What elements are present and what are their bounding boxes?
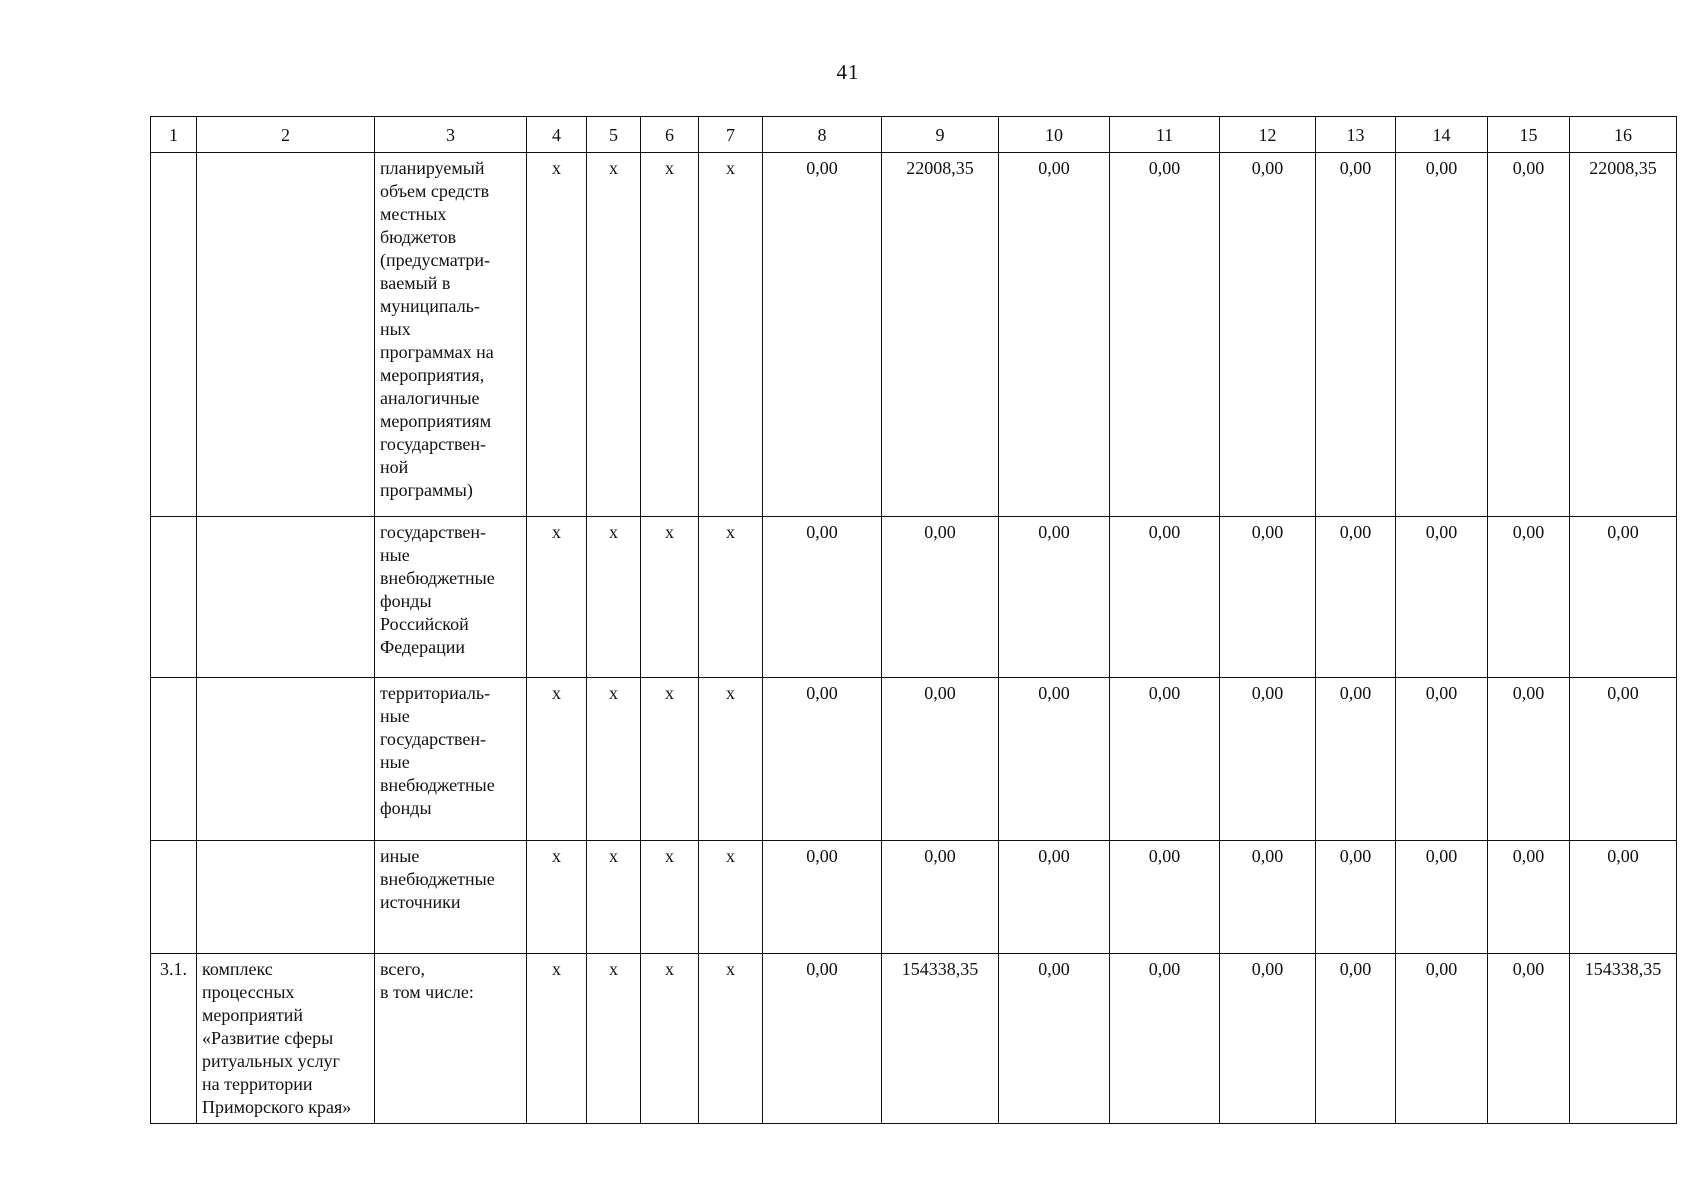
cell-col12: 0,00: [1220, 841, 1316, 954]
cell-col16: 0,00: [1570, 841, 1677, 954]
cell-col10: 0,00: [999, 954, 1110, 1124]
column-header: 15: [1488, 117, 1570, 153]
cell-col12: 0,00: [1220, 517, 1316, 678]
cell-col5: х: [587, 153, 641, 517]
column-header: 13: [1316, 117, 1396, 153]
funding-source: территориаль- ные государствен- ные внебюджетные фонды: [375, 678, 527, 841]
cell-col10: 0,00: [999, 153, 1110, 517]
cell-col6: х: [641, 153, 699, 517]
column-header: 1: [151, 117, 197, 153]
cell-col4: х: [527, 841, 587, 954]
cell-col9: 0,00: [882, 517, 999, 678]
cell-col16: 0,00: [1570, 517, 1677, 678]
row-number: [151, 153, 197, 517]
cell-col12: 0,00: [1220, 153, 1316, 517]
page-number: 41: [836, 60, 860, 84]
table-row: [151, 153, 1677, 517]
column-header: 16: [1570, 117, 1677, 153]
cell-col10: 0,00: [999, 841, 1110, 954]
funding-source: государствен- ные внебюджетные фонды Российской Федерации: [375, 517, 527, 678]
cell-col16: 22008,35: [1570, 153, 1677, 517]
cell-col14: 0,00: [1396, 841, 1488, 954]
cell-col14: 0,00: [1396, 153, 1488, 517]
cell-col15: 0,00: [1488, 954, 1570, 1124]
cell-col6: х: [641, 517, 699, 678]
cell-col14: 0,00: [1396, 954, 1488, 1124]
cell-col7: х: [699, 841, 763, 954]
cell-col5: х: [587, 954, 641, 1124]
table-header-row: [151, 117, 1677, 153]
column-header: 5: [587, 117, 641, 153]
cell-col7: х: [699, 678, 763, 841]
row-name: [197, 153, 375, 517]
cell-col8: 0,00: [763, 153, 882, 517]
row-number: 3.1.: [151, 954, 197, 1124]
cell-col15: 0,00: [1488, 153, 1570, 517]
cell-col10: 0,00: [999, 517, 1110, 678]
cell-col4: х: [527, 678, 587, 841]
column-header: 6: [641, 117, 699, 153]
cell-col16: 154338,35: [1570, 954, 1677, 1124]
table-row: [151, 841, 1677, 954]
cell-col15: 0,00: [1488, 841, 1570, 954]
cell-col13: 0,00: [1316, 954, 1396, 1124]
cell-col15: 0,00: [1488, 678, 1570, 841]
cell-col9: 0,00: [882, 841, 999, 954]
column-header: 4: [527, 117, 587, 153]
table-row: [151, 678, 1677, 841]
column-header: 9: [882, 117, 999, 153]
cell-col12: 0,00: [1220, 954, 1316, 1124]
cell-col5: х: [587, 841, 641, 954]
cell-col8: 0,00: [763, 841, 882, 954]
column-header: 8: [763, 117, 882, 153]
cell-col13: 0,00: [1316, 841, 1396, 954]
column-header: 12: [1220, 117, 1316, 153]
cell-col7: х: [699, 517, 763, 678]
cell-col8: 0,00: [763, 954, 882, 1124]
cell-col6: х: [641, 678, 699, 841]
cell-col4: х: [527, 517, 587, 678]
cell-col11: 0,00: [1110, 841, 1220, 954]
cell-col5: х: [587, 517, 641, 678]
cell-col6: х: [641, 841, 699, 954]
cell-col14: 0,00: [1396, 678, 1488, 841]
cell-col13: 0,00: [1316, 678, 1396, 841]
row-name: [197, 841, 375, 954]
row-number: [151, 678, 197, 841]
cell-col7: х: [699, 954, 763, 1124]
table-row: [151, 517, 1677, 678]
cell-col9: 0,00: [882, 678, 999, 841]
cell-col4: х: [527, 954, 587, 1124]
row-number: [151, 517, 197, 678]
table-row: [151, 954, 1677, 1124]
cell-col14: 0,00: [1396, 517, 1488, 678]
column-header: 3: [375, 117, 527, 153]
funding-source: иные внебюджетные источники: [375, 841, 527, 954]
cell-col10: 0,00: [999, 678, 1110, 841]
column-header: 7: [699, 117, 763, 153]
cell-col13: 0,00: [1316, 153, 1396, 517]
funding-source: всего, в том числе:: [375, 954, 527, 1124]
cell-col11: 0,00: [1110, 517, 1220, 678]
cell-col5: х: [587, 678, 641, 841]
cell-col9: 154338,35: [882, 954, 999, 1124]
cell-col8: 0,00: [763, 678, 882, 841]
column-header: 14: [1396, 117, 1488, 153]
cell-col11: 0,00: [1110, 954, 1220, 1124]
cell-col12: 0,00: [1220, 678, 1316, 841]
cell-col11: 0,00: [1110, 153, 1220, 517]
cell-col16: 0,00: [1570, 678, 1677, 841]
row-number: [151, 841, 197, 954]
cell-col7: х: [699, 153, 763, 517]
row-name: [197, 517, 375, 678]
cell-col4: х: [527, 153, 587, 517]
cell-col15: 0,00: [1488, 517, 1570, 678]
column-header: 10: [999, 117, 1110, 153]
row-name: комплекс процессных мероприятий «Развитие сферы ритуальных услуг на территории Приморского края»: [197, 954, 375, 1124]
budget-table: [150, 116, 1677, 1124]
column-header: 2: [197, 117, 375, 153]
funding-source: планируемый объем средств местных бюджетов (предусматри- ваемый в муниципаль- ных программах на мероприятия, аналогичные мероприятиям государствен- ной программы): [375, 153, 527, 517]
cell-col8: 0,00: [763, 517, 882, 678]
cell-col11: 0,00: [1110, 678, 1220, 841]
cell-col13: 0,00: [1316, 517, 1396, 678]
row-name: [197, 678, 375, 841]
column-header: 11: [1110, 117, 1220, 153]
cell-col9: 22008,35: [882, 153, 999, 517]
cell-col6: х: [641, 954, 699, 1124]
